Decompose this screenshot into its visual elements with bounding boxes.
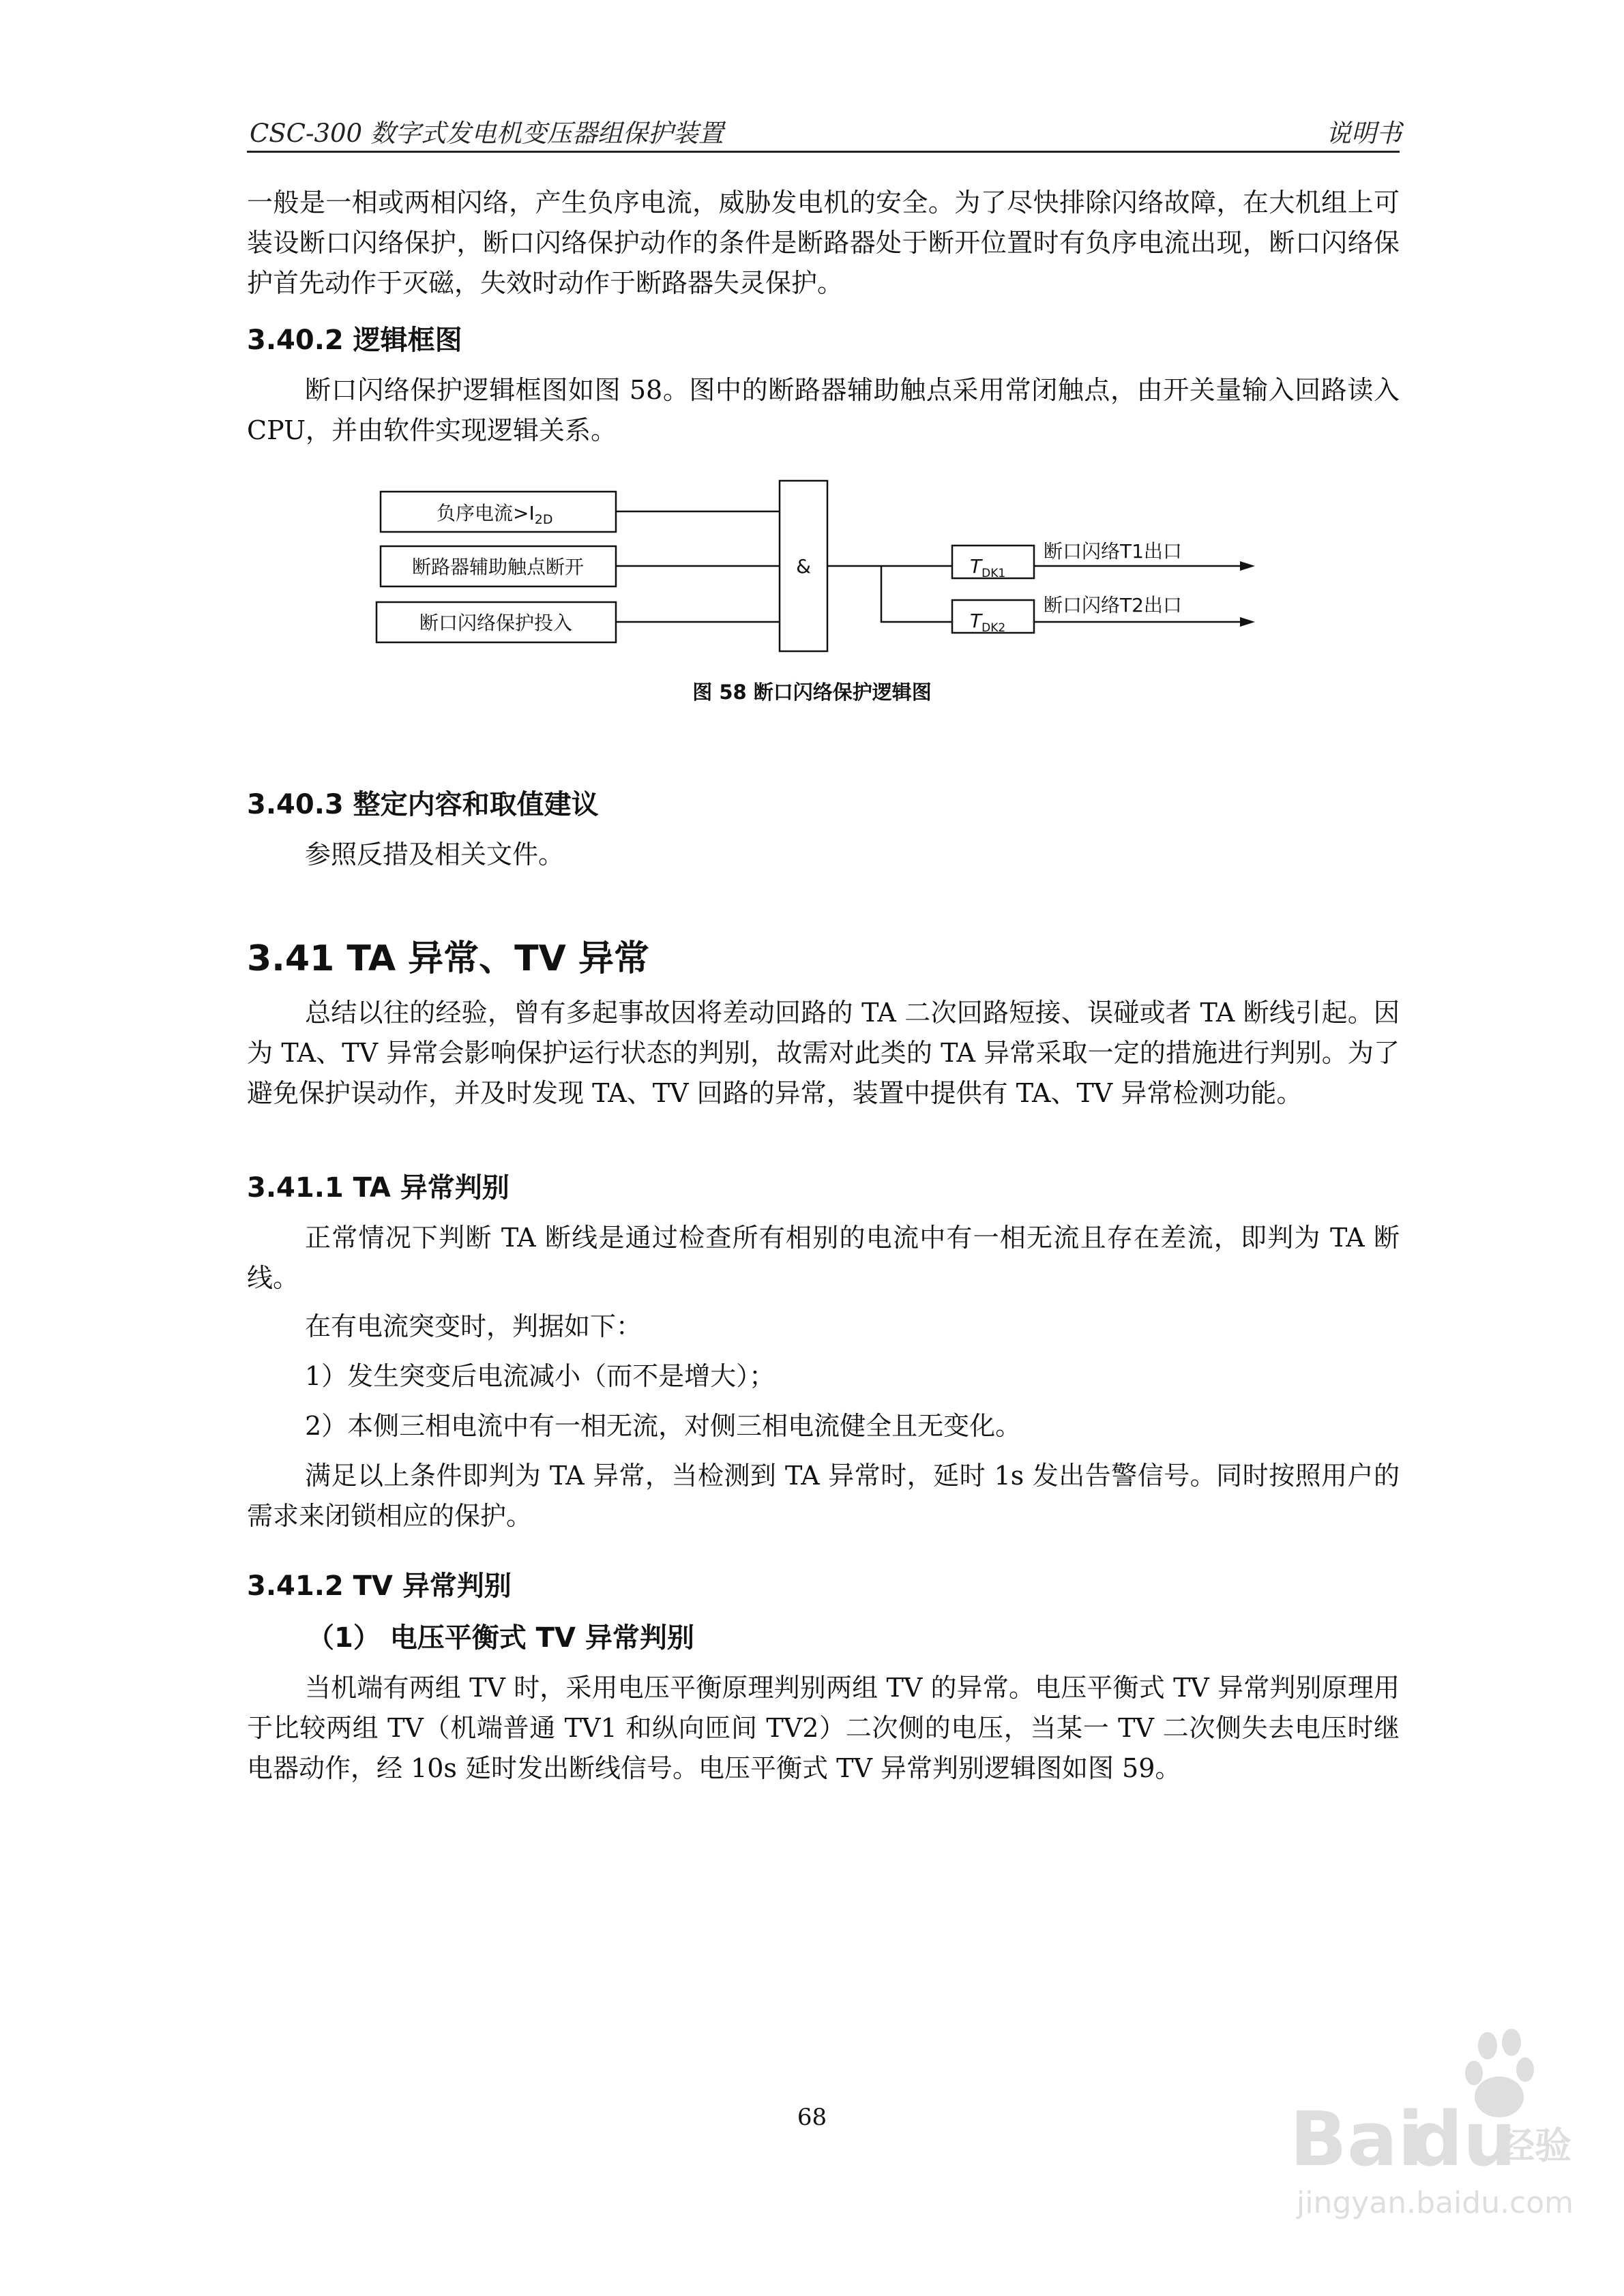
section-3-41-1-paragraph1: 正常情况下判断 TA 断线是通过检查所有相别的电流中有一相无流且存在差流，即判为 TA 断线。 — [247, 1223, 1400, 1293]
input1-label: 负序电流$>I_{2D}$ — [437, 502, 553, 527]
section-3-40-2-title: 3.40.2 逻辑框图 — [247, 325, 462, 356]
timer2-label: $T_{DK2}$ — [970, 610, 1006, 635]
and-gate-label: & — [796, 555, 811, 578]
header-title: CSC-300 数字式发电机变压器组保护装置 — [250, 119, 724, 148]
section-3-40-3-title: 3.40.3 整定内容和取值建议 — [247, 789, 599, 820]
page-number: 68 — [797, 2104, 827, 2131]
section-3-41-2-paragraph: 当机端有两组 TV 时，采用电压平衡原理判别两组 TV 的异常。电压平衡式 TV 异常判别原理用于比较两组 TV（机端普通 TV1 和纵向匝间 TV2）二次侧的电压，当某一 TV 二次侧失去电压时继电器动作，经 10s 延时发出断线信号。电压平衡式 TV 异常判别逻辑图如图 59。 — [247, 1673, 1400, 1783]
section-3-41-paragraph: 总结以往的经验，曾有多起事故因将差动回路的 TA 二次回路短接、误碰或者 TA 断线引起。因为 TA、TV 异常会影响保护运行状态的判别，故需对此类的 TA 异常采取一定的措施进行判别。为了避免保护误动作，并及时发现 TA、TV 回路的异常，装置中提供有 TA、TV 异常检测功能。 — [247, 998, 1400, 1108]
header-rule — [247, 151, 1400, 153]
input2-label: 断路器辅助触点断开 — [411, 556, 585, 578]
wire-gate-to-timer2 — [881, 566, 952, 622]
arrow-output1 — [1240, 561, 1255, 571]
logic-diagram — [368, 477, 1269, 661]
section-3-41-1-paragraph3: 满足以上条件即判为 TA 异常，当检测到 TA 异常时，延时 1s 发出告警信号。同时按照用户的需求来闭锁相应的保护。 — [247, 1461, 1400, 1531]
criteria-item-1: 1）发生突变后电流减小（而不是增大）； — [305, 1361, 776, 1391]
section-3-41-2-title: 3.41.2 TV 异常判别 — [247, 1570, 512, 1602]
section-3-40-2-paragraph: 断口闪络保护逻辑框图如图 58。图中的断路器辅助触点采用常闭触点，由开关量输入回路读入 CPU，并由软件实现逻辑关系。 — [247, 375, 1400, 445]
watermark-cn: 经验 — [1498, 2124, 1571, 2167]
section-3-41-1-title: 3.41.1 TA 异常判别 — [247, 1172, 510, 1204]
input3-label: 断口闪络保护投入 — [419, 612, 573, 634]
section-3-41-1-paragraph2: 在有电流突变时，判据如下： — [305, 1311, 643, 1341]
baidu-jingyan-watermark — [1290, 2018, 1574, 2223]
watermark-brand2: du — [1409, 2096, 1517, 2183]
intro-paragraph: 一般是一相或两相闪络，产生负序电流，威胁发电机的安全。为了尽快排除闪络故障，在大机组上可装设断口闪络保护，断口闪络保护动作的条件是断路器处于断开位置时有负序电流出现，断口闪络保护首先动作于灭磁，失效时动作于断路器失灵保护。 — [247, 188, 1400, 298]
timer1-label: $T_{DK1}$ — [970, 555, 1006, 580]
header-doc-type: 说明书 — [1326, 119, 1402, 148]
arrow-output2 — [1240, 617, 1255, 627]
watermark-brand: Bai — [1290, 2096, 1423, 2183]
watermark-url: jingyan.baidu.com — [1297, 2186, 1574, 2220]
section-3-40-3-paragraph: 参照反措及相关文件。 — [305, 839, 565, 869]
output1-label: 断口闪络T1出口 — [1044, 540, 1182, 563]
output2-label: 断口闪络T2出口 — [1044, 594, 1182, 616]
section-3-41-2-subtitle: （1） 电压平衡式 TV 异常判别 — [307, 1622, 694, 1654]
section-3-41-title: 3.41 TA 异常、TV 异常 — [247, 938, 650, 979]
criteria-item-2: 2）本侧三相电流中有一相无流，对侧三相电流健全且无变化。 — [305, 1411, 1022, 1441]
figure-caption: 图 58 断口闪络保护逻辑图 — [692, 681, 932, 704]
